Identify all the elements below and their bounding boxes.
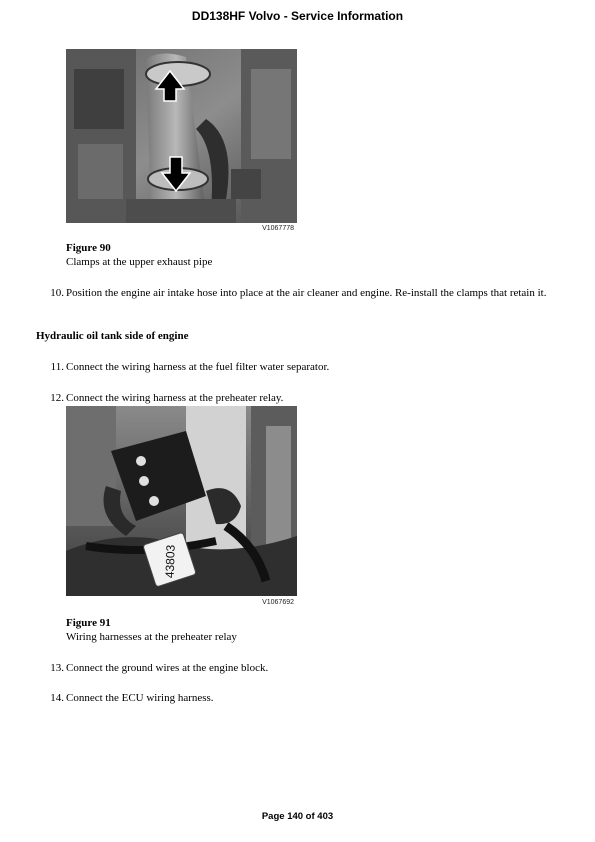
step-13: [36, 661, 559, 675]
figure-90: [66, 49, 297, 236]
page-footer-number: Page 140 of 403: [261, 811, 334, 822]
figure-90-photo: [66, 49, 297, 223]
figure-91-code: V1067692: [262, 599, 294, 606]
section-heading: Hydraulic oil tank side of engine: [36, 330, 189, 342]
step-10-number: 10.: [50, 287, 64, 299]
figure-91-title: Figure 91: [66, 617, 111, 629]
step-14: [36, 691, 559, 705]
step-11: [36, 360, 559, 374]
step-12-number: 12.: [50, 392, 64, 404]
step-14-number: 14.: [50, 692, 64, 704]
step-10: [36, 286, 559, 314]
figure-91-photo: [66, 406, 297, 596]
step-10-text: Position the engine air intake hose into place at the air cleaner and engine. Re-install the clamps that retain it.: [66, 287, 547, 299]
figure-90-code: V1067778: [262, 225, 294, 232]
step-13-number: 13.: [50, 662, 64, 674]
figure-91-tag-text: 43803: [162, 544, 178, 579]
figure-90-title: Figure 90: [66, 242, 111, 254]
step-13-text: Connect the ground wires at the engine block.: [66, 662, 269, 674]
figure-91-caption-text: Wiring harnesses at the preheater relay: [66, 631, 237, 643]
step-12-text: Connect the wiring harness at the preheater relay.: [66, 392, 284, 404]
figure-90-caption: [66, 241, 212, 269]
page-header-title: DD138HF Volvo - Service Information: [191, 9, 404, 23]
step-12: [36, 391, 559, 405]
step-11-number: 11.: [50, 361, 64, 373]
figure-90-caption-text: Clamps at the upper exhaust pipe: [66, 256, 213, 268]
figure-91: [66, 406, 297, 610]
figure-91-caption: [66, 616, 237, 644]
step-11-text: Connect the wiring harness at the fuel filter water separator.: [66, 361, 330, 373]
step-14-text: Connect the ECU wiring harness.: [66, 692, 214, 704]
